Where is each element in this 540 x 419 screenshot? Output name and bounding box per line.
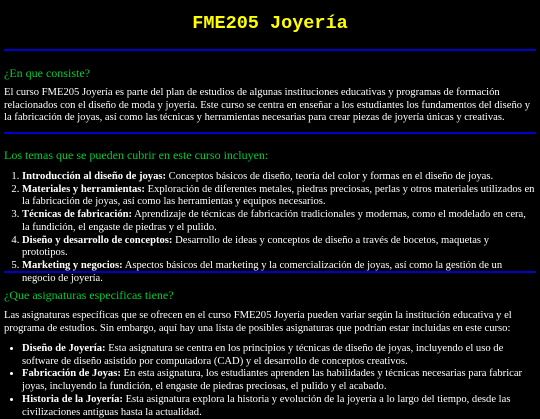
divider — [4, 271, 536, 273]
list-item-term: Introducción al diseño de joyas: — [22, 171, 167, 182]
section-text-subjects: Las asignaturas específicas que se ofrecen en el curso FME205 Joyería pueden variar según la institución educativa y el programa de estudios. Sin embargo, aquí hay una lista de posibles asignaturas que podrían estar incluidas en este curso: — [4, 310, 512, 334]
list-item-term: Diseño y desarrollo de conceptos: — [22, 234, 173, 246]
list-item-term: Diseño de Joyería: — [22, 343, 106, 354]
list-item — [22, 368, 536, 393]
section-text-what-is: El curso FME205 Joyería es parte del plan de estudios de algunas instituciones educativas y programas de formación relacionados con el diseño de moda y joyería. Este curso se centra en enseñar a los estudiantes los fundamentos del diseño y la fabricación de joyas, así como las técnicas y herramientas necesarias para crear piezas de joyería únicas y creativas. — [4, 87, 530, 124]
list-item — [22, 394, 536, 419]
topics-list — [4, 171, 536, 285]
list-item-desc: Conceptos básicos de diseño, teoría del color y formas en el diseño de joyas. — [166, 171, 494, 182]
divider — [4, 132, 536, 134]
list-item-desc: En esta asignatura, los estudiantes aprenden las habilidades y técnicas necesarias para fabricar joyas, incluyendo la fundición, el engaste de piedras preciosas, el pulido y el acabado. — [22, 368, 523, 393]
list-item-desc: Aspectos básicos del marketing y la comercialización de joyas, así como la gestión de un negocio de joyería. — [22, 259, 503, 284]
divider — [4, 49, 536, 51]
list-item — [22, 343, 536, 368]
list-item-term: Técnicas de fabricación: — [22, 209, 133, 221]
list-item — [22, 184, 536, 209]
list-item-term: Marketing y negocios: — [22, 259, 123, 271]
section-heading-subjects: ¿Que asignaturas especificas tiene? — [4, 288, 174, 302]
section-heading-what-is: ¿En que consiste? — [4, 66, 90, 80]
list-item-desc: Exploración de diferentes metales, piedras preciosas, perlas y otros materiales utilizados en la fabricación de joyas, así como las herramientas y equipos necesarios. — [22, 183, 535, 208]
section-heading-topics: Los temas que se pueden cubrir en este curso incluyen: — [4, 148, 269, 162]
list-item-term: Historia de la Joyería: — [22, 393, 123, 405]
list-item-term: Materiales y herramientas: — [22, 183, 145, 195]
list-item-desc: Esta asignatura explora la historia y evolución de la joyería a lo largo del tiempo, desde las civilizaciones antiguas hasta la actualidad. — [22, 393, 511, 418]
list-item-desc: Desarrollo de ideas y conceptos de diseño a través de bocetos, maquetas y prototipos. — [22, 234, 489, 259]
subjects-list — [4, 343, 536, 419]
page-title: FME205 Joyería — [192, 13, 348, 34]
list-item — [22, 171, 536, 184]
list-item-term: Fabricación de Joyas: — [22, 368, 121, 380]
list-item-desc: Esta asignatura se centra en los principios y técnicas de diseño de joyas, incluyendo el uso de software de diseño asistido por computadora (CAD) y el desarrollo de conceptos creativos. — [22, 343, 504, 367]
list-item-desc: Aprendizaje de técnicas de fabricación tradicionales y modernas, como el modelado en cera, la fundición, el engaste de piedras y el pulido. — [22, 209, 526, 233]
list-item — [22, 209, 536, 234]
list-item — [22, 235, 536, 260]
